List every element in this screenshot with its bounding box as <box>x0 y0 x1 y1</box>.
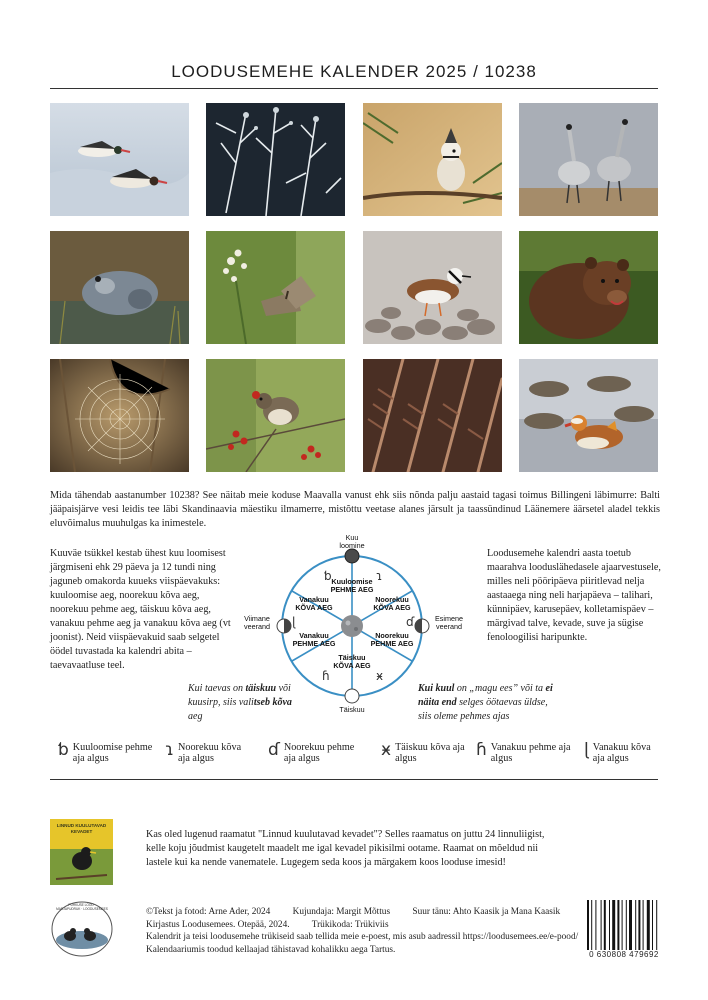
legend-label: Noorekuu kõva aja algus <box>178 742 242 764</box>
segment-full-moon-hard: Täiskuu KÕVA AEG <box>333 653 371 670</box>
svg-text:ɭ: ɭ <box>292 615 296 629</box>
label-last-quarter: Viimane veerand <box>244 614 270 631</box>
photo-fern-leaves <box>363 359 502 472</box>
credit-order-info: Kalendrit ja teisi loodusemehe trükiseid saab tellida meie e-poest, mis asub aadressil https://loodusemees.ee/e-pood/ <box>146 932 579 943</box>
legend-label: Kuuloomise pehme aja algus <box>72 742 153 764</box>
legend-rule <box>50 779 658 780</box>
photo-moth-on-flowers <box>206 231 345 344</box>
photo-spider-web <box>50 359 189 472</box>
svg-text:ӿ: ӿ <box>376 669 384 683</box>
legend-item <box>58 742 161 764</box>
logo-text: PUHKUSE LOOD · MARJAPUDRUK · LOODUSEMEES <box>56 903 108 911</box>
legend-item <box>165 742 254 764</box>
legend-symbol: ƅ <box>58 740 69 760</box>
legend-symbol: ɭ <box>584 740 589 760</box>
photo-frog <box>50 231 189 344</box>
credit-printer: Trükikoda: Trükiviis <box>311 919 389 930</box>
segment-old-moon-soft: Vanakuu PEHME AEG <box>292 631 336 648</box>
last-quarter-icon <box>277 619 291 633</box>
label-new-moon: Kuu loomine <box>339 533 365 550</box>
credit-publisher: Kirjastus Loodusemees. Otepää, 2024. <box>146 919 290 930</box>
photo-crested-tit <box>363 103 502 216</box>
segment-young-moon-hard: Noorekuu KÕVA AEG <box>373 595 411 612</box>
calendar-year-text: Loodusemehe kalendri aasta toetub maarahva looduslähedasele ajaarvestusele, milles neli pööripäeva piiritlevad nelja aastaaega ning neli harjapäeva – talihari, künnipäev, karusepäev, kolletamispäev – märgivad talve, kevade, suve ja sügise fenoloogilisi haripunkte. <box>487 548 661 643</box>
legend-symbol: ɦ <box>476 740 487 760</box>
svg-text:ɦ: ɦ <box>322 669 330 683</box>
legend-item <box>476 742 581 764</box>
segment-old-moon-hard: Vanakuu KÕVA AEG <box>295 595 333 612</box>
book-cover <box>50 819 113 885</box>
legend-item <box>381 742 465 764</box>
credit-designer: Kujundaja: Margit Mõttus <box>292 907 391 917</box>
segment-new-moon-soft: Kuuloomise PEHME AEG <box>330 577 374 594</box>
credit-text-photos: ©Tekst ja fotod: Arne Ader, 2024 <box>146 907 271 917</box>
moon-cycle-text: Kuuväe tsükkel kestab ühest kuu loomisest järgmiseni ehk 29 päeva ja 12 tundi ning jaguneb omakorda kuueks viispäevakuks: kuuloomise aeg, noorekuu kõva aeg, noorekuu pehme aeg, täiskuu kõva aeg, vanakuu pehme aeg ja vanakuu kõva aeg (vt joonist). Neid viispäevakuid saab selgetel öödel tuvastada ka kalendri abita – taevavaatluse teel. <box>50 548 231 671</box>
photo-frost-plants <box>206 103 345 216</box>
full-moon-icon <box>345 689 359 703</box>
header-rule <box>50 88 658 89</box>
legend-label: Noorekuu pehme aja algus <box>283 742 355 764</box>
hard-time-note: Kui taevas on täiskuu või kuusirp, siis valitseb kõva aeg <box>188 683 292 722</box>
photo-thrush-berries <box>206 359 345 472</box>
new-moon-icon <box>345 549 359 563</box>
book-title: LINNUD KUULUTAVAD KEVADET <box>56 823 107 834</box>
first-quarter-icon <box>415 619 429 633</box>
soft-time-note: Kui kuul on „magu ees” või ta ei näita end selges öötaevas üldse, siis oleme pehmes ajas <box>418 683 553 722</box>
legend-symbol: ɿ <box>165 740 175 760</box>
legend-label: Vanakuu pehme aja algus <box>490 742 571 764</box>
photo-mergansers-flying <box>50 103 189 216</box>
photo-mandarin-duck <box>519 359 658 472</box>
moon-center-icon <box>341 615 363 637</box>
page-title: LOODUSEMEHE KALENDER 2025 / 10238 <box>171 62 537 81</box>
legend-symbol: ӿ <box>381 740 392 760</box>
legend-item <box>584 742 657 764</box>
timezone-note: Kalendaariumis toodud kellaajad tähistavad kohalikku aega Tartus. <box>146 945 396 955</box>
svg-text:ɗ: ɗ <box>406 615 415 629</box>
legend-symbol: ɗ <box>268 740 280 760</box>
svg-text:ƅ: ƅ <box>324 569 332 583</box>
book-promo-text: Kas oled lugenud raamatut "Linnud kuulutavad kevadet"? Selles raamatus on juttu 24 linnuliigist, kelle koju jõudmist kaugetelt maadelt me igal kevadel pikisilmi ootame. Raamat on mõeldud nii lastele kui ka nende vanematele. Lugegem seda koos ja märgakem koos looduse imesid! <box>146 829 545 868</box>
credit-thanks: Suur tänu: Ahto Kaasik ja Mana Kaasik <box>412 907 561 917</box>
photo-brown-bear <box>519 231 658 344</box>
publisher-logo <box>50 900 114 958</box>
credits-block <box>146 906 616 944</box>
legend-label: Vanakuu kõva aja algus <box>592 742 651 764</box>
intro-paragraph: Mida tähendab aastanumber 10238? See näitab meie koduse Maavalla vanust ehk siis nõnda palju aastaid tagasi toimus Billingeni läbimurre: Balti jääpaisjärve vesi leidis tee läbi Skandinaavia mäestiku ilmamerre, mistõttu veetase alanes järsult ja taassündinud Läänemere äärsetel aladel tekkis eluvõimalus muuhulgas ka inimestele. <box>50 490 660 529</box>
photo-dancing-cranes <box>519 103 658 216</box>
barcode-number: 0 630808 479692 <box>586 950 662 959</box>
photo-turnstone <box>363 231 502 344</box>
segment-young-moon-soft: Noorekuu PEHME AEG <box>370 631 414 648</box>
label-full-moon: Täiskuu <box>339 705 365 714</box>
legend-label: Täiskuu kõva aja algus <box>395 742 465 764</box>
legend-item <box>268 742 362 764</box>
label-first-quarter: Esimene veerand <box>435 614 463 631</box>
svg-text:ɿ: ɿ <box>376 569 383 583</box>
